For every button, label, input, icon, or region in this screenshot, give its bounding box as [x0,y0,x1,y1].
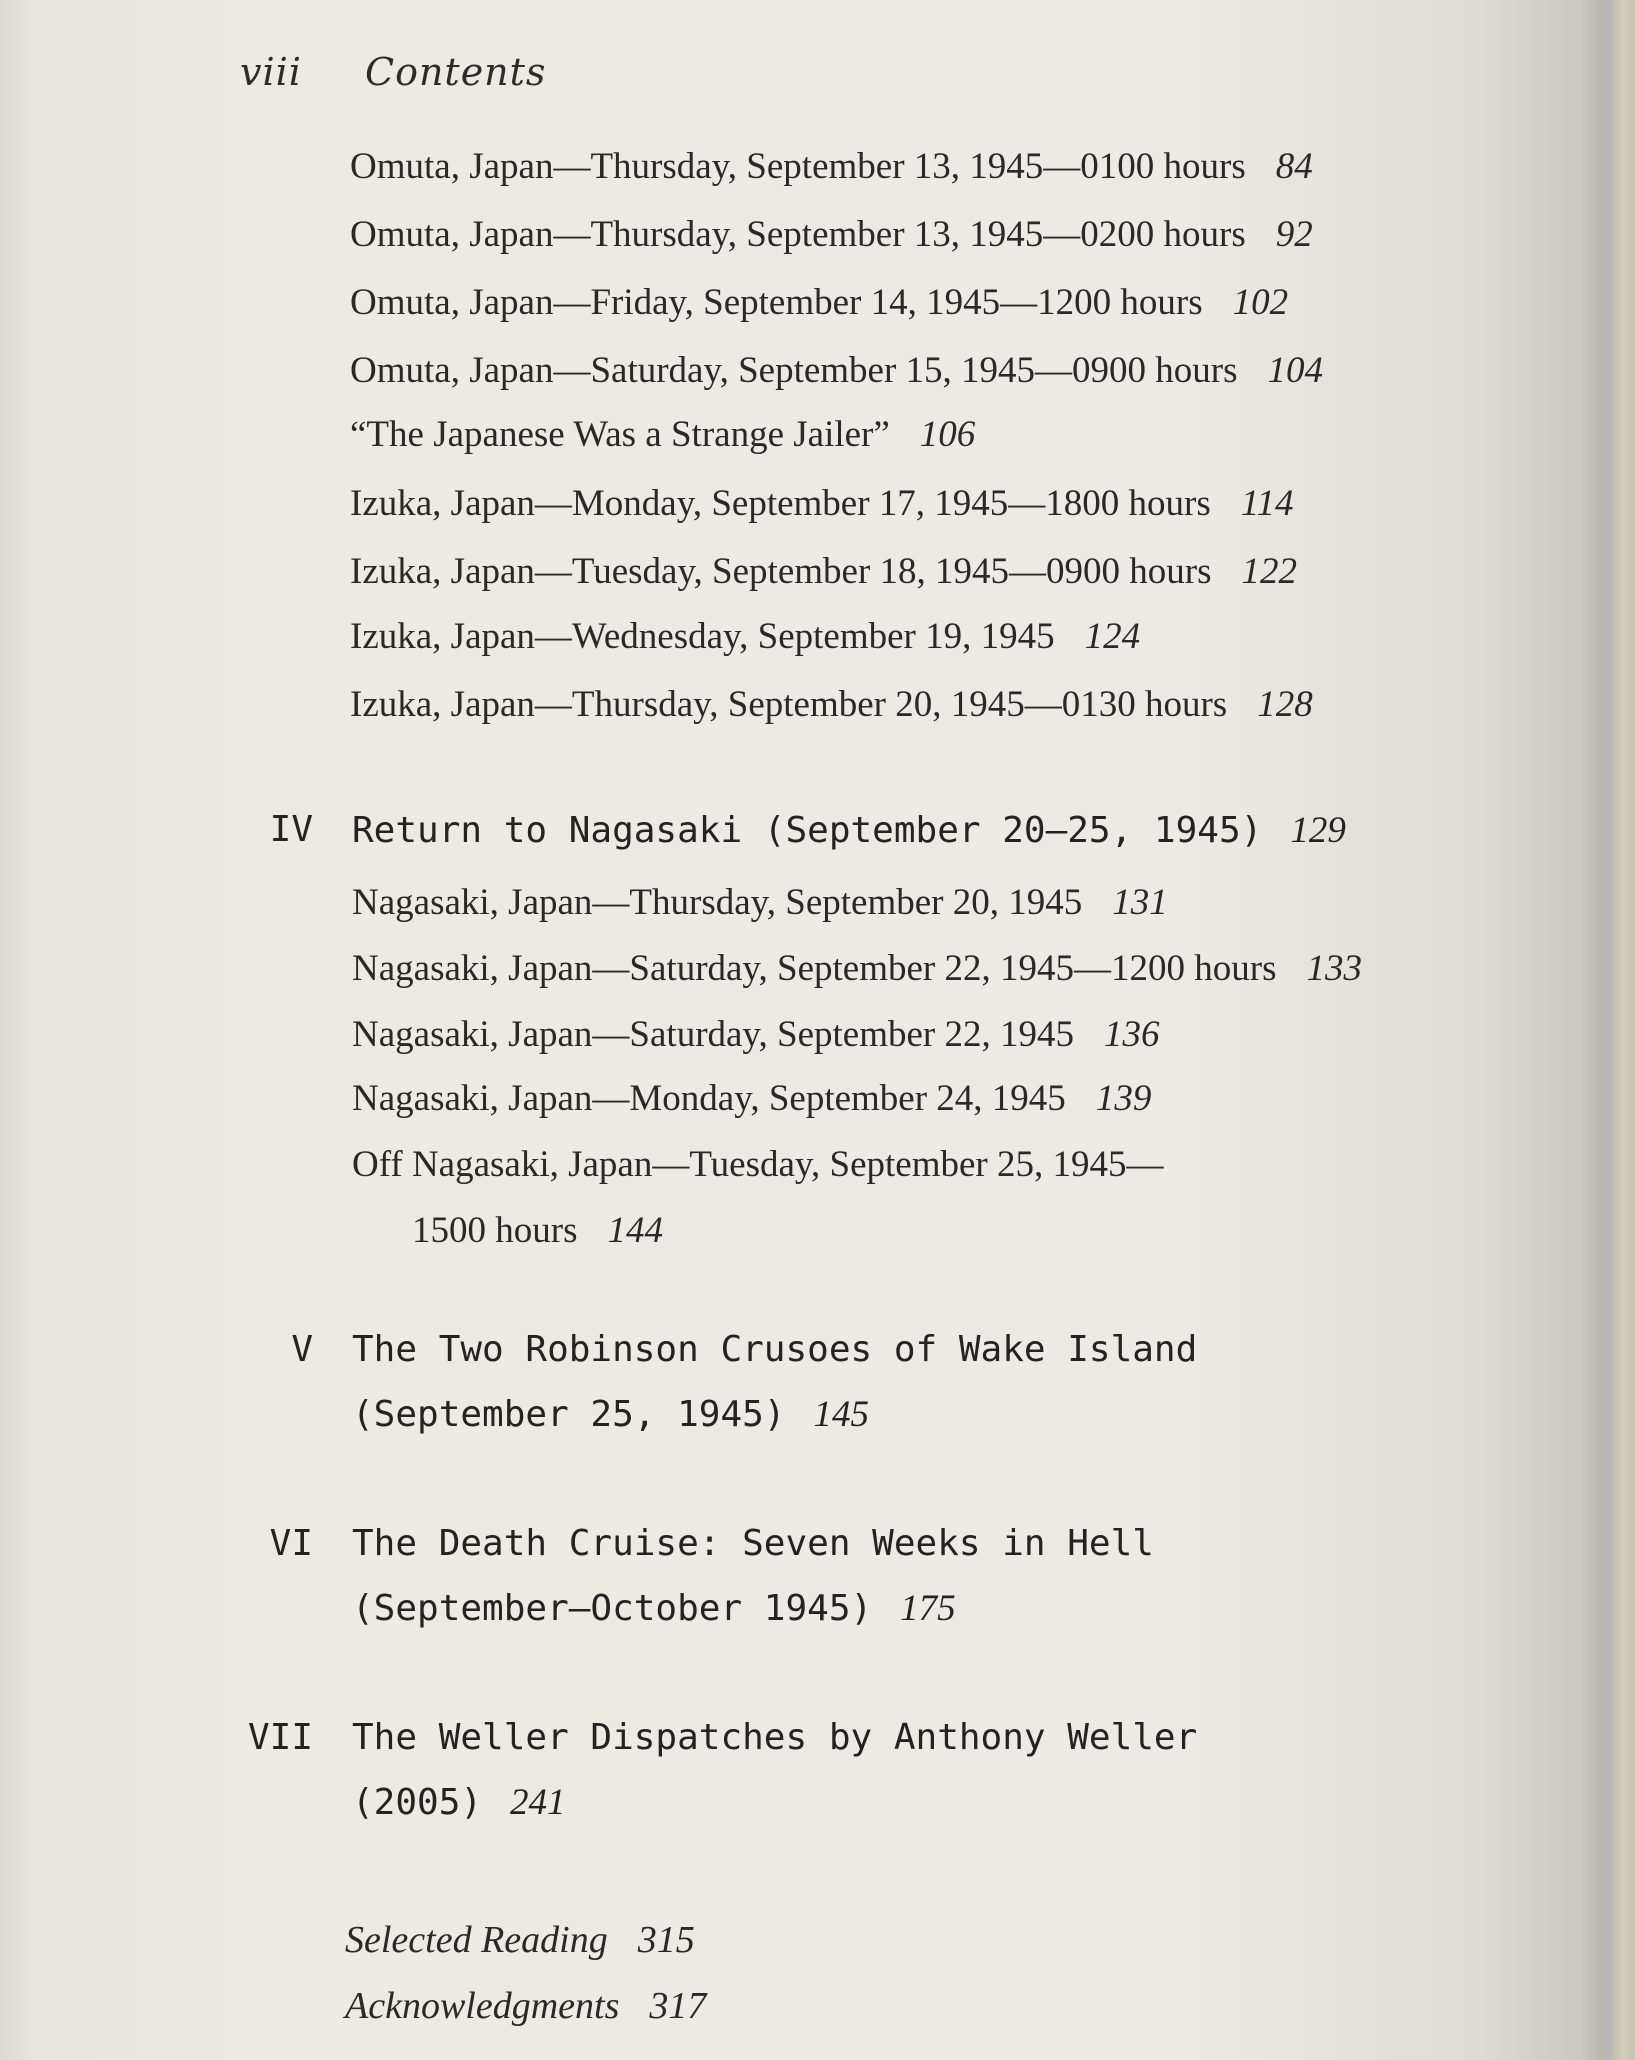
back-matter-entry [345,1918,695,1962]
part-title-line2: (2005) [352,1782,483,1823]
part-title-line1: The Two Robinson Crusoes of Wake Island [352,1329,1198,1370]
part-title-line2: (September–October 1945) [352,1588,873,1629]
toc-entry [350,686,1313,723]
toc-entry-page: 144 [607,1210,663,1251]
toc-entry [350,216,1313,253]
toc-entry [350,553,1297,590]
page-folio: viii [240,50,302,94]
toc-entry [350,148,1313,185]
toc-entry [350,485,1294,522]
toc-entry [352,1016,1160,1053]
part-number: V [291,1329,313,1370]
toc-entry-page: 114 [1240,483,1294,524]
toc-entry-text: Omuta, Japan—Thursday, September 13, 1945—0200 hours [350,214,1246,255]
toc-entry [350,416,975,453]
toc-entry-page: 136 [1104,1014,1160,1055]
part-heading-v [0,1329,1635,1442]
part-title-line1: The Death Cruise: Seven Weeks in Hell [352,1523,1154,1564]
part-heading-iv [0,809,1635,857]
toc-entry [350,352,1323,389]
toc-entry [352,1146,1163,1183]
toc-entry-text: Omuta, Japan—Thursday, September 13, 1945—0100 hours [350,146,1246,187]
toc-entry [350,618,1140,655]
toc-entry-text: Izuka, Japan—Tuesday, September 18, 1945—0900 hours [350,551,1212,592]
toc-entry-text: Off Nagasaki, Japan—Tuesday, September 25, 1945— [352,1144,1164,1185]
toc-entry-text: Omuta, Japan—Friday, September 14, 1945—1200 hours [350,282,1203,323]
toc-entry-text: Izuka, Japan—Thursday, September 20, 1945—0130 hours [350,684,1228,725]
toc-entry-text: Nagasaki, Japan—Thursday, September 20, 1945 [352,882,1083,923]
toc-entry-page: 84 [1275,146,1313,187]
part-title: Return to Nagasaki (September 20–25, 1945) [352,810,1263,851]
part-heading-vii [0,1717,1635,1830]
toc-entry-page: 139 [1095,1078,1152,1119]
part-page: 145 [813,1394,869,1435]
toc-entry-page: 131 [1112,882,1168,923]
toc-entry-text: Nagasaki, Japan—Saturday, September 22, 1945—1200 hours [352,948,1277,989]
toc-entry-page: 102 [1232,282,1289,323]
toc-entry [352,1080,1151,1117]
toc-entry-page: 133 [1306,948,1362,989]
back-matter-text: Selected Reading [345,1919,608,1961]
toc-entry [350,284,1288,321]
running-title: Contents [365,50,547,94]
part-number: VI [269,1523,313,1564]
toc-entry-text: Nagasaki, Japan—Monday, September 24, 1945 [352,1078,1066,1119]
part-title-line1: The Weller Dispatches by Anthony Weller [352,1717,1198,1758]
toc-entry-text: Izuka, Japan—Wednesday, September 19, 1945 [350,616,1055,657]
toc-entry-text: Omuta, Japan—Saturday, September 15, 1945—0900 hours [350,350,1238,391]
toc-entry-page: 122 [1241,551,1297,592]
toc-entry [352,950,1362,987]
toc-entry [412,1212,663,1249]
back-matter-text: Acknowledgments [345,1985,620,2027]
toc-entry-text: Izuka, Japan—Monday, September 17, 1945—1800 hours [350,483,1211,524]
part-title-line2: (September 25, 1945) [352,1394,786,1435]
toc-entry-page: 104 [1267,350,1324,391]
back-matter-page: 317 [649,1985,707,2027]
toc-entry-page: 92 [1275,214,1313,255]
toc-entry-text: 1500 hours [412,1210,578,1251]
toc-entry-page: 128 [1257,684,1313,725]
part-page: 129 [1290,810,1346,851]
part-number: IV [269,809,313,850]
back-matter-page: 315 [637,1919,695,1961]
part-number: VII [247,1717,313,1758]
toc-entry-page: 106 [919,414,976,455]
running-header [240,50,546,94]
part-page: 175 [900,1588,956,1629]
toc-entry-text: Nagasaki, Japan—Saturday, September 22, 1945 [352,1014,1075,1055]
back-matter-entry [345,1984,706,2028]
toc-entry [352,884,1168,921]
toc-entry-page: 124 [1084,616,1141,657]
toc-entry-text: “The Japanese Was a Strange Jailer” [350,414,890,455]
part-heading-vi [0,1523,1635,1636]
part-page: 241 [510,1782,566,1823]
